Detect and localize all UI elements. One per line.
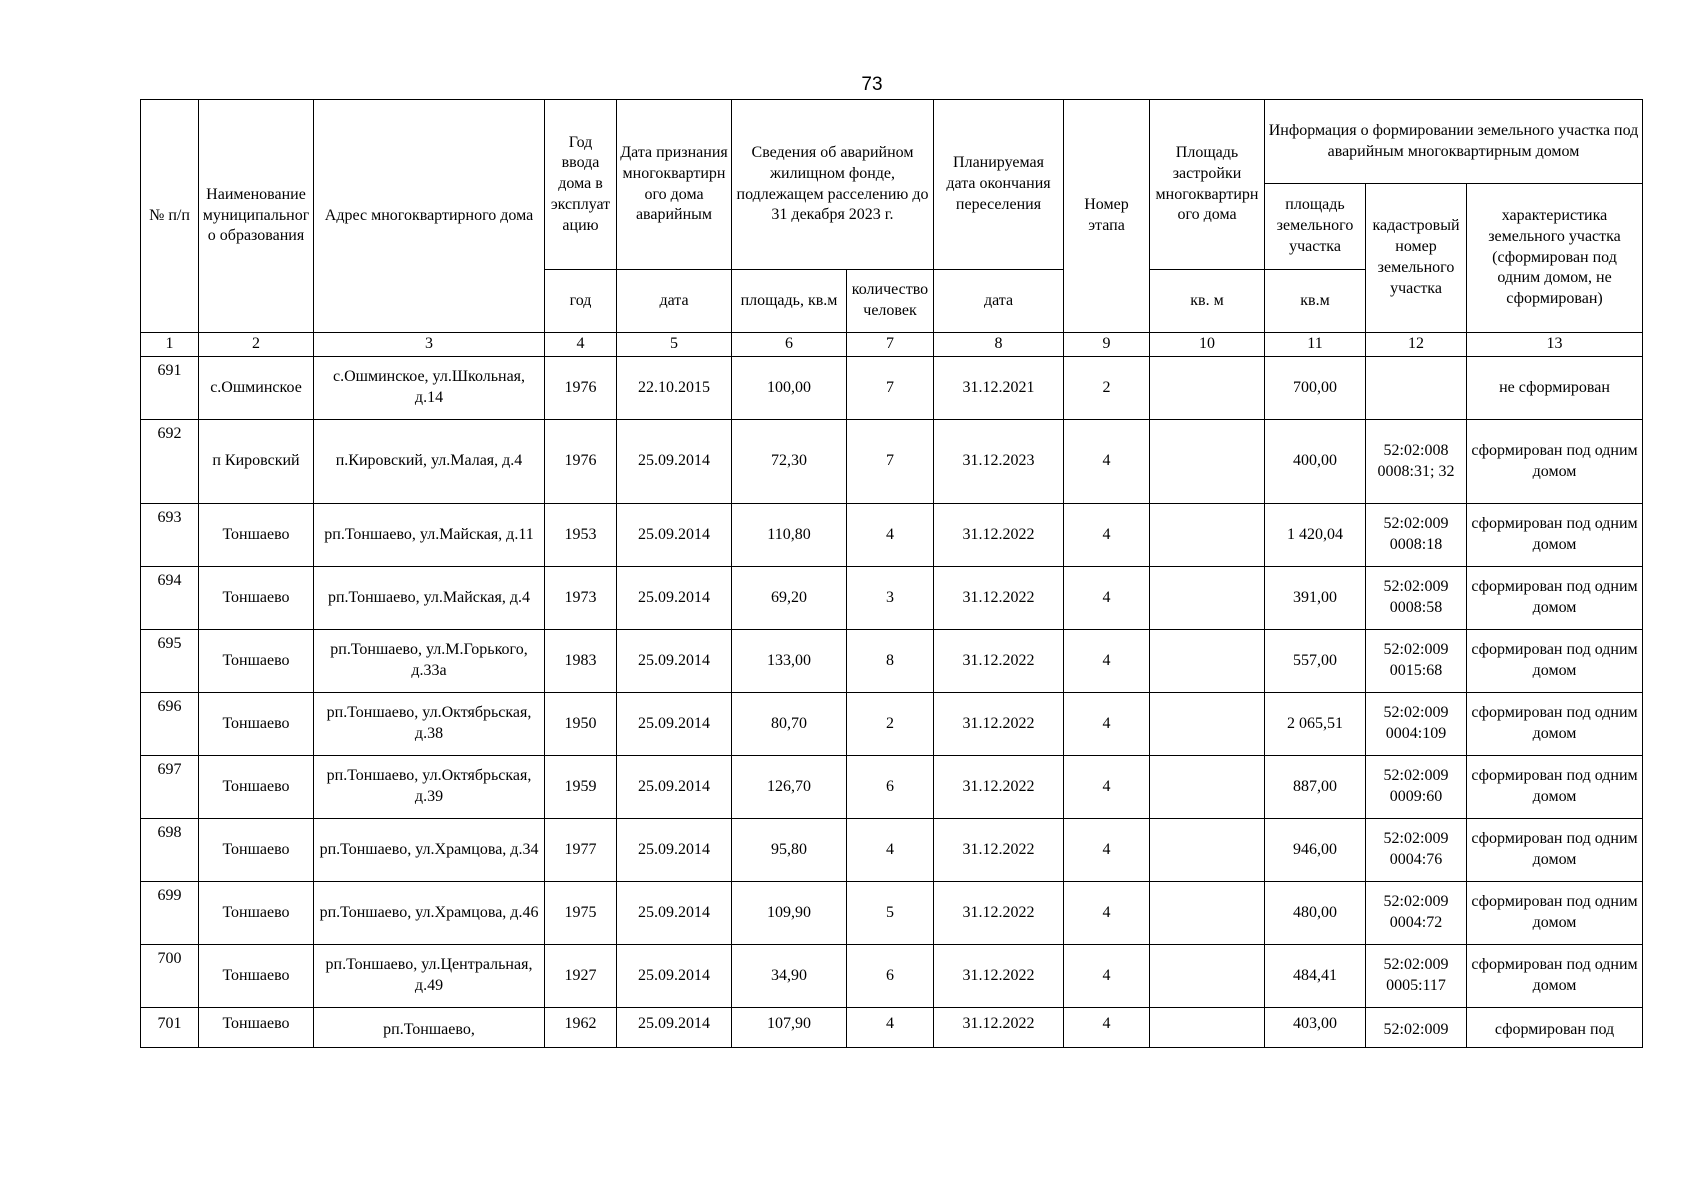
cadastral-cell: 52:02:009 0009:60 [1366, 756, 1467, 819]
building-area-cell [1150, 420, 1265, 504]
header-housing-info: Сведения об аварийном жилищном фонде, подлежащем расселению до 31 декабря 2023 г. [732, 100, 934, 270]
stage-cell: 2 [1064, 357, 1150, 420]
area-cell: 126,70 [732, 756, 847, 819]
stage-cell: 4 [1064, 504, 1150, 567]
municipality-cell: Тоншаево [199, 1008, 314, 1048]
cadastral-cell: 52:02:009 0015:68 [1366, 630, 1467, 693]
municipality-cell: Тоншаево [199, 819, 314, 882]
stage-cell: 4 [1064, 756, 1150, 819]
column-number: 9 [1064, 333, 1150, 357]
row-number: 700 [141, 945, 199, 1008]
unit-date: дата [617, 270, 732, 333]
date-cell: 25.09.2014 [617, 819, 732, 882]
row-number: 694 [141, 567, 199, 630]
table-row [141, 1008, 1643, 1048]
municipality-cell: Тоншаево [199, 504, 314, 567]
people-cell: 4 [847, 1008, 934, 1048]
row-number: 692 [141, 420, 199, 504]
municipality-cell: с.Ошминское [199, 357, 314, 420]
column-number: 11 [1265, 333, 1366, 357]
people-cell: 7 [847, 357, 934, 420]
column-number-row [141, 333, 1643, 357]
area-cell: 72,30 [732, 420, 847, 504]
cadastral-cell: 52:02:009 0004:109 [1366, 693, 1467, 756]
address-cell: рп.Тоншаево, ул.Храмцова, д.46 [314, 882, 545, 945]
table-row [141, 567, 1643, 630]
address-cell: рп.Тоншаево, ул.Октябрьская, д.38 [314, 693, 545, 756]
status-cell: сформирован под одним домом [1467, 756, 1643, 819]
people-cell: 6 [847, 945, 934, 1008]
table-row [141, 756, 1643, 819]
unit-building-area: кв. м [1150, 270, 1265, 333]
municipality-cell: Тоншаево [199, 756, 314, 819]
date-cell: 25.09.2014 [617, 882, 732, 945]
land-area-cell: 480,00 [1265, 882, 1366, 945]
address-cell: рп.Тоншаево, ул.Октябрьская, д.39 [314, 756, 545, 819]
end-date-cell: 31.12.2022 [934, 756, 1064, 819]
status-cell: не сформирован [1467, 357, 1643, 420]
municipality-cell: Тоншаево [199, 945, 314, 1008]
building-area-cell [1150, 945, 1265, 1008]
land-area-cell: 2 065,51 [1265, 693, 1366, 756]
end-date-cell: 31.12.2022 [934, 882, 1064, 945]
area-cell: 133,00 [732, 630, 847, 693]
column-number: 3 [314, 333, 545, 357]
row-number: 691 [141, 357, 199, 420]
cadastral-cell: 52:02:009 [1366, 1008, 1467, 1048]
date-cell: 25.09.2014 [617, 630, 732, 693]
table-row [141, 819, 1643, 882]
people-cell: 4 [847, 819, 934, 882]
area-cell: 69,20 [732, 567, 847, 630]
municipality-cell: Тоншаево [199, 693, 314, 756]
year-cell: 1950 [545, 693, 617, 756]
municipality-cell: Тоншаево [199, 567, 314, 630]
end-date-cell: 31.12.2022 [934, 819, 1064, 882]
table-row [141, 357, 1643, 420]
row-number: 699 [141, 882, 199, 945]
building-area-cell [1150, 1008, 1265, 1048]
stage-cell: 4 [1064, 630, 1150, 693]
year-cell: 1973 [545, 567, 617, 630]
people-cell: 6 [847, 756, 934, 819]
date-cell: 25.09.2014 [617, 504, 732, 567]
address-cell: рп.Тоншаево, ул.М.Горького, д.33а [314, 630, 545, 693]
year-cell: 1962 [545, 1008, 617, 1048]
cadastral-cell [1366, 357, 1467, 420]
unit-people: количество человек [847, 270, 934, 333]
land-area-cell: 391,00 [1265, 567, 1366, 630]
land-area-cell: 946,00 [1265, 819, 1366, 882]
column-number: 8 [934, 333, 1064, 357]
header-building-area: Площадь застройки многоквартирного дома [1150, 100, 1265, 270]
year-cell: 1959 [545, 756, 617, 819]
area-cell: 34,90 [732, 945, 847, 1008]
header-resettlement-end: Планируемая дата окончания переселения [934, 100, 1064, 270]
end-date-cell: 31.12.2023 [934, 420, 1064, 504]
status-cell: сформирован под одним домом [1467, 630, 1643, 693]
column-number: 5 [617, 333, 732, 357]
status-cell: сформирован под одним домом [1467, 693, 1643, 756]
stage-cell: 4 [1064, 1008, 1150, 1048]
end-date-cell: 31.12.2022 [934, 504, 1064, 567]
emergency-housing-table [140, 99, 1643, 1048]
land-area-cell: 557,00 [1265, 630, 1366, 693]
address-cell: рп.Тоншаево, [314, 1008, 545, 1048]
municipality-cell: п Кировский [199, 420, 314, 504]
date-cell: 25.09.2014 [617, 693, 732, 756]
column-number: 4 [545, 333, 617, 357]
year-cell: 1953 [545, 504, 617, 567]
status-cell: сформирован под [1467, 1008, 1643, 1048]
year-cell: 1983 [545, 630, 617, 693]
column-number: 7 [847, 333, 934, 357]
status-cell: сформирован под одним домом [1467, 882, 1643, 945]
table-row [141, 420, 1643, 504]
cadastral-cell: 52:02:009 0004:76 [1366, 819, 1467, 882]
date-cell: 22.10.2015 [617, 357, 732, 420]
unit-end-date: дата [934, 270, 1064, 333]
page-number: 73 [861, 74, 883, 95]
people-cell: 7 [847, 420, 934, 504]
header-year-built: Год ввода дома в эксплуатацию [545, 100, 617, 270]
cadastral-cell: 52:02:009 0008:18 [1366, 504, 1467, 567]
row-number: 698 [141, 819, 199, 882]
people-cell: 3 [847, 567, 934, 630]
row-number: 693 [141, 504, 199, 567]
header-address: Адрес многоквартирного дома [314, 100, 545, 333]
header-land-plot-info: Информация о формировании земельного участка под аварийным многоквартирным домом [1265, 100, 1643, 184]
header-row-main [141, 100, 1643, 184]
table-row [141, 504, 1643, 567]
row-number: 696 [141, 693, 199, 756]
column-number: 6 [732, 333, 847, 357]
table-row [141, 945, 1643, 1008]
status-cell: сформирован под одним домом [1467, 420, 1643, 504]
unit-year: год [545, 270, 617, 333]
people-cell: 5 [847, 882, 934, 945]
table-row [141, 882, 1643, 945]
row-number: 697 [141, 756, 199, 819]
land-area-cell: 1 420,04 [1265, 504, 1366, 567]
cadastral-cell: 52:02:009 0005:117 [1366, 945, 1467, 1008]
municipality-cell: Тоншаево [199, 882, 314, 945]
cadastral-cell: 52:02:008 0008:31; 32 [1366, 420, 1467, 504]
municipality-cell: Тоншаево [199, 630, 314, 693]
area-cell: 100,00 [732, 357, 847, 420]
column-number: 10 [1150, 333, 1265, 357]
area-cell: 109,90 [732, 882, 847, 945]
address-cell: п.Кировский, ул.Малая, д.4 [314, 420, 545, 504]
unit-land-area: кв.м [1265, 270, 1366, 333]
header-land-area: площадь земельного участка [1265, 184, 1366, 270]
date-cell: 25.09.2014 [617, 1008, 732, 1048]
stage-cell: 4 [1064, 882, 1150, 945]
year-cell: 1977 [545, 819, 617, 882]
table-row [141, 693, 1643, 756]
cadastral-cell: 52:02:009 0008:58 [1366, 567, 1467, 630]
stage-cell: 4 [1064, 420, 1150, 504]
address-cell: рп.Тоншаево, ул.Майская, д.11 [314, 504, 545, 567]
area-cell: 80,70 [732, 693, 847, 756]
unit-area: площадь, кв.м [732, 270, 847, 333]
status-cell: сформирован под одним домом [1467, 567, 1643, 630]
building-area-cell [1150, 819, 1265, 882]
header-land-status: характеристика земельного участка (сформирован под одним домом, не сформирован) [1467, 184, 1643, 333]
header-stage: Номер этапа [1064, 100, 1150, 333]
area-cell: 110,80 [732, 504, 847, 567]
date-cell: 25.09.2014 [617, 945, 732, 1008]
building-area-cell [1150, 567, 1265, 630]
year-cell: 1976 [545, 420, 617, 504]
address-cell: рп.Тоншаево, ул.Центральная, д.49 [314, 945, 545, 1008]
building-area-cell [1150, 756, 1265, 819]
end-date-cell: 31.12.2022 [934, 630, 1064, 693]
land-area-cell: 484,41 [1265, 945, 1366, 1008]
status-cell: сформирован под одним домом [1467, 819, 1643, 882]
people-cell: 4 [847, 504, 934, 567]
status-cell: сформирован под одним домом [1467, 504, 1643, 567]
stage-cell: 4 [1064, 693, 1150, 756]
status-cell: сформирован под одним домом [1467, 945, 1643, 1008]
year-cell: 1976 [545, 357, 617, 420]
building-area-cell [1150, 693, 1265, 756]
header-cadastral-number: кадастровый номер земельного участка [1366, 184, 1467, 333]
row-number: 695 [141, 630, 199, 693]
table-row [141, 630, 1643, 693]
header-municipality: Наименование муниципального образования [199, 100, 314, 333]
area-cell: 95,80 [732, 819, 847, 882]
year-cell: 1927 [545, 945, 617, 1008]
end-date-cell: 31.12.2022 [934, 567, 1064, 630]
row-number: 701 [141, 1008, 199, 1048]
date-cell: 25.09.2014 [617, 756, 732, 819]
date-cell: 25.09.2014 [617, 420, 732, 504]
land-area-cell: 400,00 [1265, 420, 1366, 504]
end-date-cell: 31.12.2022 [934, 945, 1064, 1008]
year-cell: 1975 [545, 882, 617, 945]
land-area-cell: 887,00 [1265, 756, 1366, 819]
people-cell: 8 [847, 630, 934, 693]
people-cell: 2 [847, 693, 934, 756]
end-date-cell: 31.12.2021 [934, 357, 1064, 420]
stage-cell: 4 [1064, 567, 1150, 630]
building-area-cell [1150, 882, 1265, 945]
address-cell: с.Ошминское, ул.Школьная, д.14 [314, 357, 545, 420]
land-area-cell: 403,00 [1265, 1008, 1366, 1048]
column-number: 12 [1366, 333, 1467, 357]
building-area-cell [1150, 630, 1265, 693]
stage-cell: 4 [1064, 819, 1150, 882]
address-cell: рп.Тоншаево, ул.Храмцова, д.34 [314, 819, 545, 882]
header-emergency-date: Дата признания многоквартирного дома аварийным [617, 100, 732, 270]
building-area-cell [1150, 357, 1265, 420]
column-number: 2 [199, 333, 314, 357]
column-number: 13 [1467, 333, 1643, 357]
stage-cell: 4 [1064, 945, 1150, 1008]
address-cell: рп.Тоншаево, ул.Майская, д.4 [314, 567, 545, 630]
cadastral-cell: 52:02:009 0004:72 [1366, 882, 1467, 945]
end-date-cell: 31.12.2022 [934, 693, 1064, 756]
end-date-cell: 31.12.2022 [934, 1008, 1064, 1048]
date-cell: 25.09.2014 [617, 567, 732, 630]
header-row-number: № п/п [141, 100, 199, 333]
land-area-cell: 700,00 [1265, 357, 1366, 420]
column-number: 1 [141, 333, 199, 357]
building-area-cell [1150, 504, 1265, 567]
area-cell: 107,90 [732, 1008, 847, 1048]
